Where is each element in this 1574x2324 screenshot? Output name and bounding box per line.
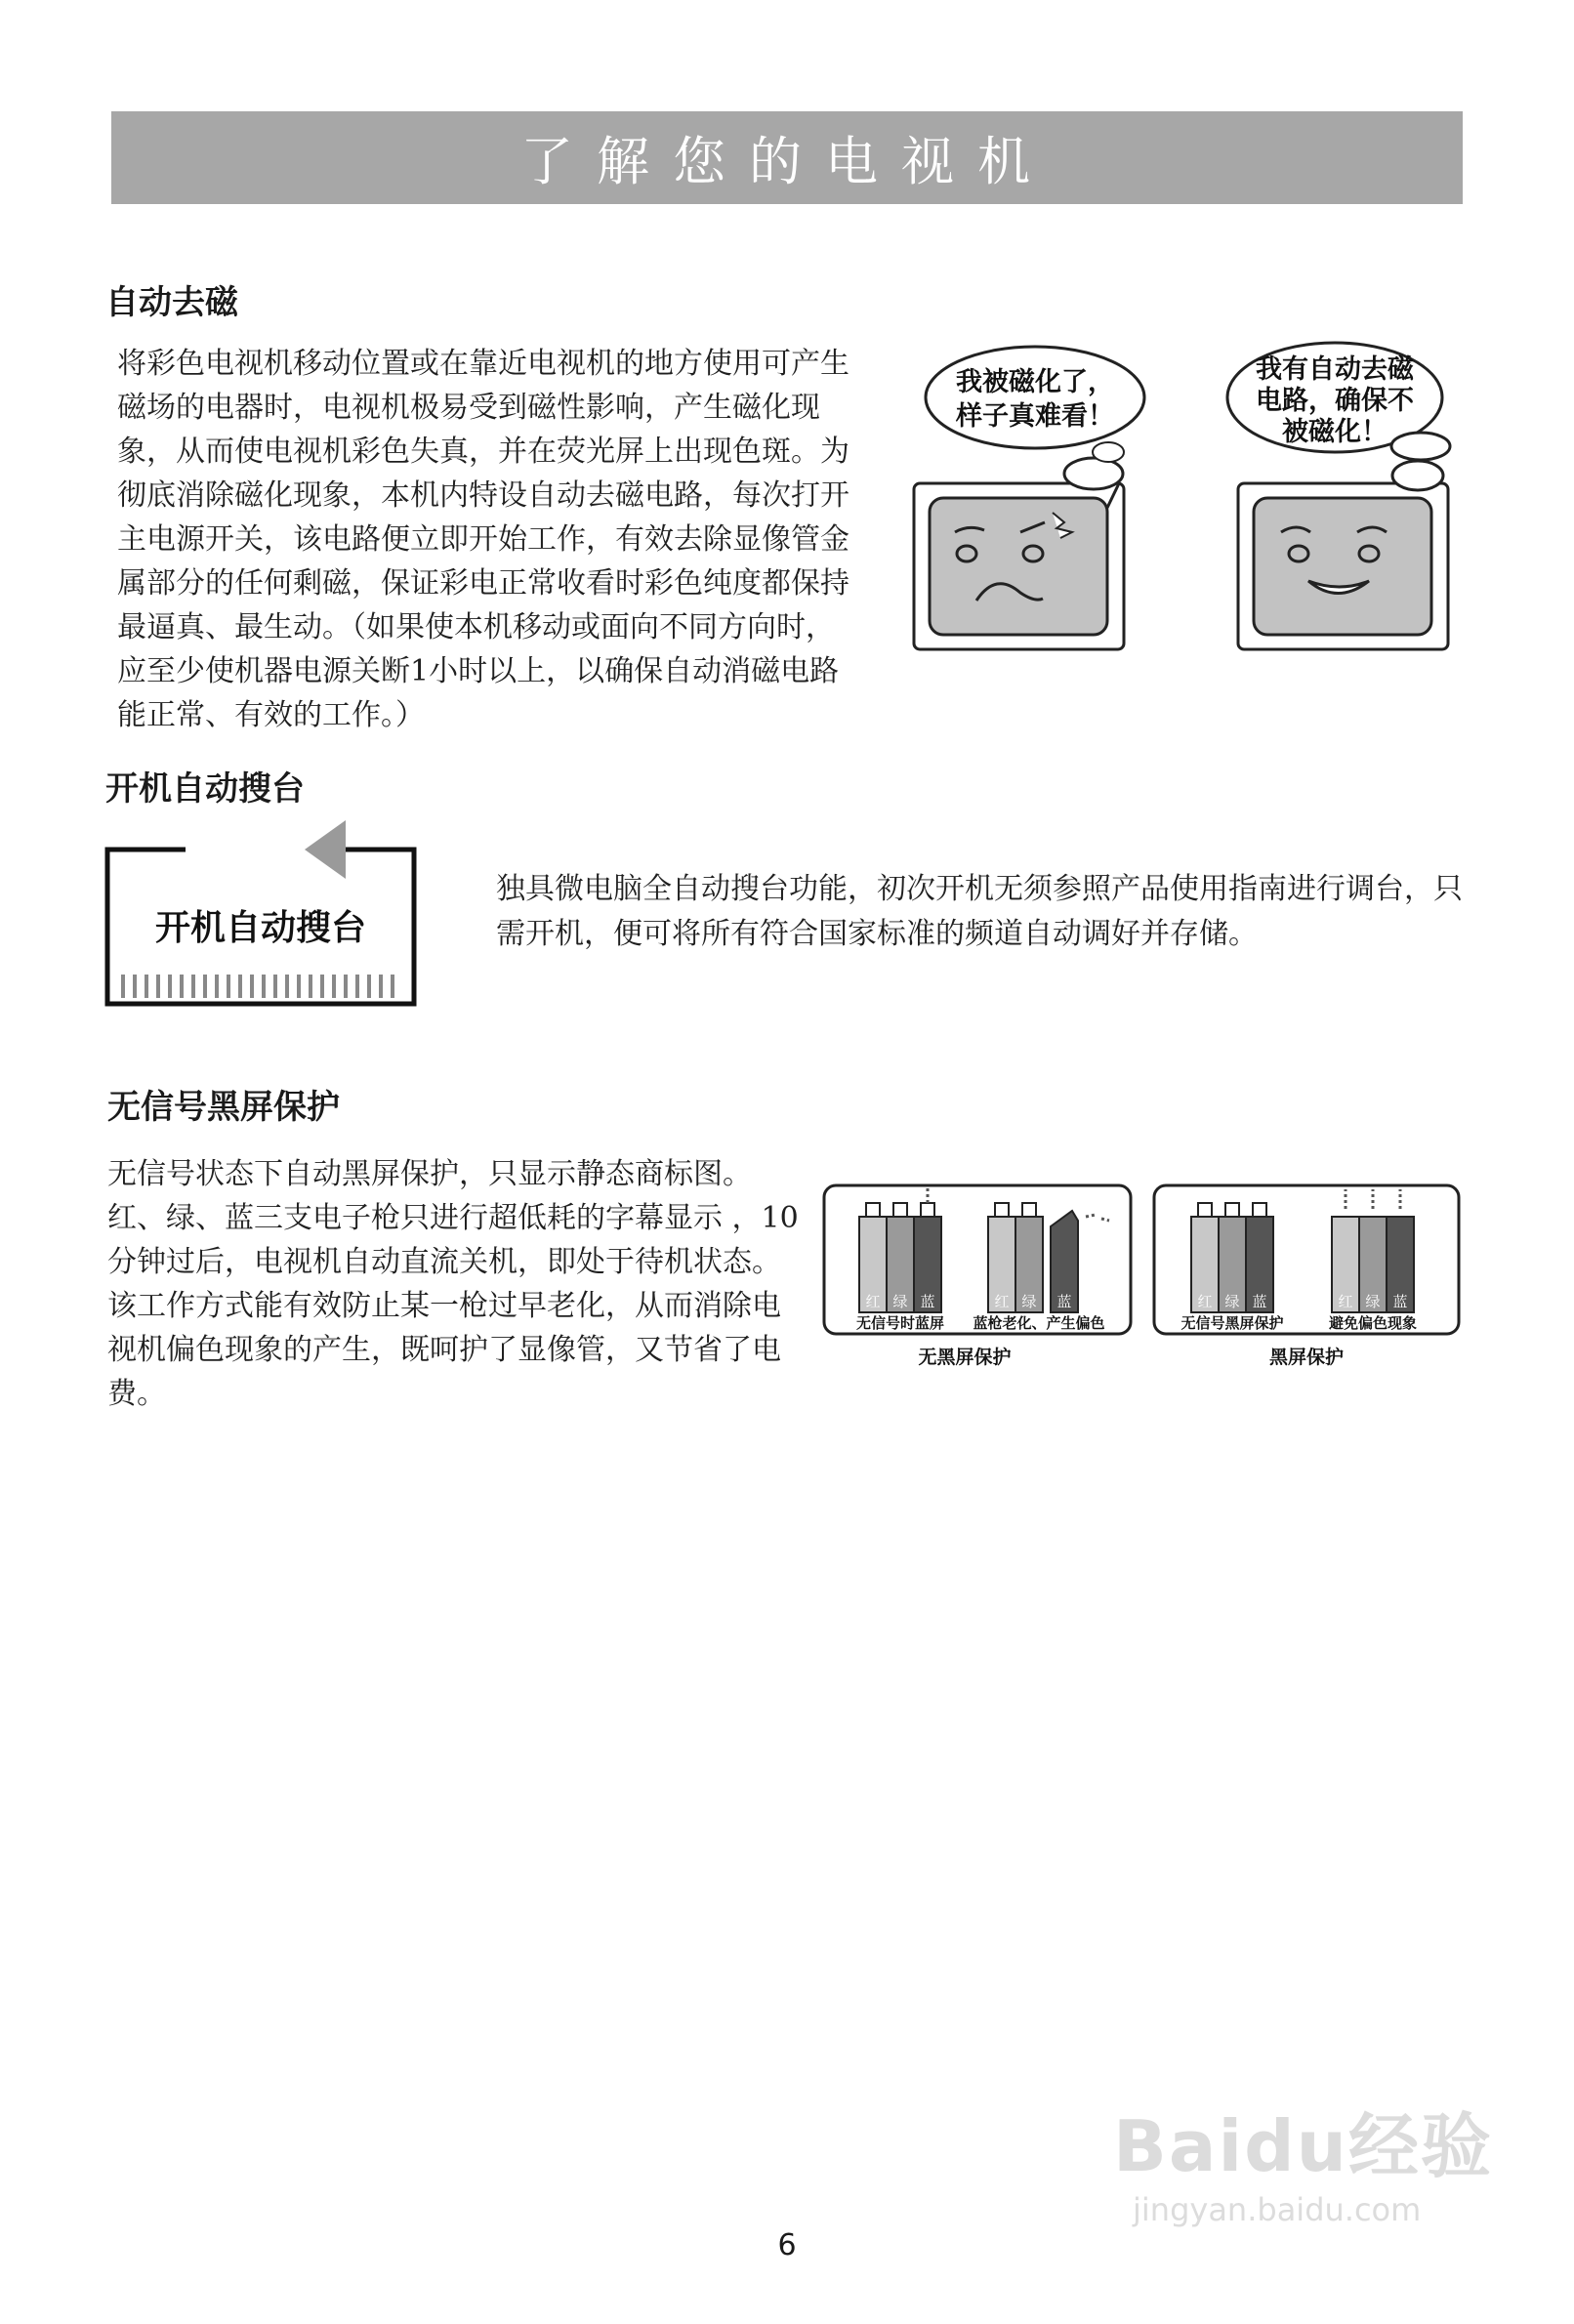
degauss-illustration (898, 337, 1474, 659)
gun-label-red-a: 红 (865, 1293, 881, 1310)
speech-bubble-right (1227, 343, 1450, 460)
panel-left-title: 无黑屏保护 (918, 1347, 1012, 1368)
gun-label-red-d: 红 (1338, 1293, 1353, 1310)
gun-group-no-signal-blue (859, 1187, 941, 1312)
panel-left-caption-b: 蓝枪老化、产生偏色 (973, 1314, 1105, 1332)
page-number: 6 (777, 2228, 797, 2262)
gun-label-blue-c: 蓝 (1252, 1293, 1267, 1310)
section-heading-blackscreen: 无信号黑屏保护 (107, 1088, 340, 1127)
gun-label-green-b: 绿 (1021, 1293, 1037, 1310)
bubble-right-line3: 被磁化！ (1282, 417, 1388, 447)
gun-group-black-screen (1191, 1203, 1273, 1312)
gun-group-no-color-cast (1332, 1189, 1414, 1312)
bubble-left-line2: 样子真难看！ (956, 401, 1114, 432)
baidu-watermark (1113, 2090, 1493, 2228)
gun-label-blue-a: 蓝 (920, 1293, 935, 1310)
panel-left-caption-a: 无信号时蓝屏 (855, 1314, 945, 1332)
page-banner-title: 了解您的电视机 (111, 111, 1463, 204)
gun-label-blue-b: 蓝 (1056, 1293, 1072, 1310)
gun-label-green-a: 绿 (892, 1293, 908, 1310)
autosearch-body-text: 独具微电脑全自动搜台功能，初次开机无须参照产品使用指南进行调台，只需开机，便可将所有符合国家标准的频道自动调好并存储。 (496, 872, 1463, 951)
degauss-body-text: 将彩色电视机移动位置或在靠近电视机的地方使用可产生磁场的电器时，电视机极易受到磁性影响，产生磁化现象，从而使电视机彩色失真，并在荧光屏上出现色斑。为彻底消除磁化现象，本机内特设自动去磁电路，每次打开主电源开关，该电路便立即开始工作，有效去除显像管金属部分的任何剩磁，保证彩电正常收看时彩色纯度都保持最逼真、最生动。（如果使本机移动或面向不同方向时，应至少使机器电源关断1小时以上，以确保自动消磁电路能正常、有效的工作。） (117, 347, 849, 732)
blackscreen-body-text: 无信号状态下自动黑屏保护，只显示静态商标图。红、绿、蓝三支电子枪只进行超低耗的字幕显示 ，10分钟过后，电视机自动直流关机，即处于待机状态。该工作方式能有效防止某一枪过早老化，从而消除电视机偏色现象的产生，既呵护了显像管，又节省了电费。 (107, 1157, 799, 1411)
gun-label-green-c: 绿 (1224, 1293, 1240, 1310)
panel-right-caption-b: 避免偏色现象 (1328, 1314, 1418, 1332)
watermark-main-text: Baidu经验 (1113, 2105, 1493, 2187)
gun-label-blue-d: 蓝 (1392, 1293, 1408, 1310)
gun-label-red-b: 红 (994, 1293, 1010, 1310)
tv-protected (1238, 483, 1448, 649)
panel-with-protection (1154, 1185, 1459, 1368)
autosearch-box-label: 开机自动搜台 (154, 908, 366, 948)
section-heading-degauss: 自动去磁 (105, 283, 238, 322)
section-heading-autosearch: 开机自动搜台 (105, 769, 305, 809)
bubble-right-line2: 电路，确保不 (1256, 386, 1414, 416)
autosearch-box (104, 820, 418, 1008)
tv-magnetized (914, 483, 1124, 649)
gun-label-red-c: 红 (1197, 1293, 1213, 1310)
speech-bubble-left (926, 347, 1144, 462)
watermark-sub-text: jingyan.baidu.com (1133, 2191, 1422, 2228)
panel-right-title: 黑屏保护 (1268, 1347, 1345, 1368)
panel-right-caption-a: 无信号黑屏保护 (1180, 1314, 1284, 1332)
bubble-left-line1: 我被磁化了， (956, 367, 1114, 397)
gun-label-green-d: 绿 (1365, 1293, 1381, 1310)
blackscreen-comparison-illustration (822, 1182, 1463, 1377)
bubble-right-line1: 我有自动去磁 (1256, 354, 1414, 385)
panel-no-protection (824, 1185, 1131, 1368)
